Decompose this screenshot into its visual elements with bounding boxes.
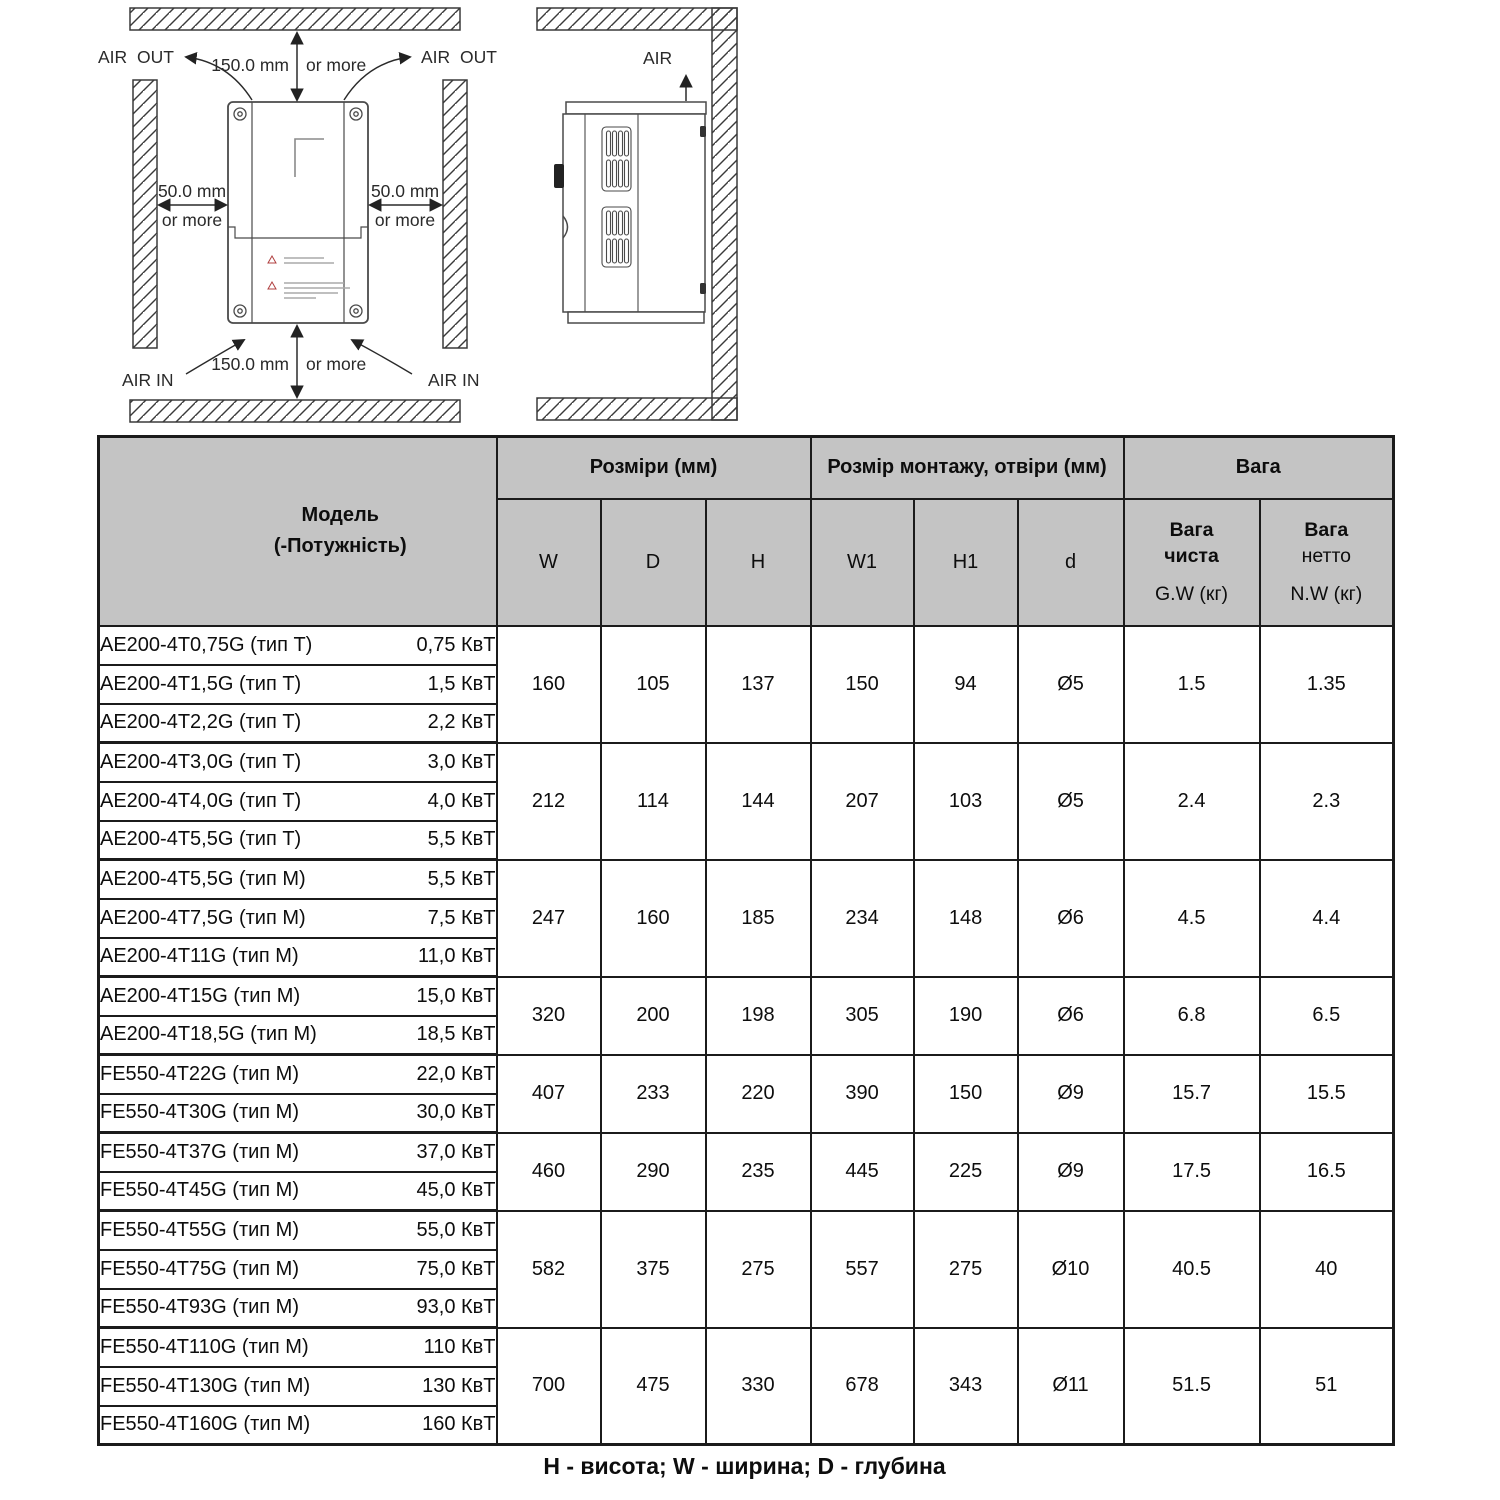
value-w1: 445 — [811, 1133, 914, 1211]
value-net-weight: 2.3 — [1260, 743, 1394, 860]
value-w: 407 — [497, 1055, 601, 1133]
value-hole-d: Ø10 — [1018, 1211, 1124, 1328]
value-hole-d: Ø9 — [1018, 1133, 1124, 1211]
table-row — [99, 1133, 1394, 1172]
value-net-weight: 6.5 — [1260, 977, 1394, 1055]
value-h1: 190 — [914, 977, 1018, 1055]
value-w1: 207 — [811, 743, 914, 860]
value-gross-weight: 4.5 — [1124, 860, 1260, 977]
value-gross-weight: 6.8 — [1124, 977, 1260, 1055]
model-cell — [99, 938, 497, 977]
value-w1: 390 — [811, 1055, 914, 1133]
model-name: AE200-4T3,0G (тип Т) — [100, 750, 302, 773]
value-w: 320 — [497, 977, 601, 1055]
value-gross-weight: 2.4 — [1124, 743, 1260, 860]
value-hole-d: Ø6 — [1018, 860, 1124, 977]
value-net-weight: 51 — [1260, 1328, 1394, 1445]
installation-clearance-diagram — [0, 0, 1500, 432]
model-power: 15,0 КвТ — [416, 984, 496, 1007]
model-power: 5,5 КвТ — [427, 828, 496, 851]
model-name: AE200-4T2,2G (тип Т) — [100, 711, 302, 734]
model-name: AE200-4T5,5G (тип М) — [100, 867, 306, 890]
model-cell — [99, 1172, 497, 1211]
model-name: AE200-4T5,5G (тип Т) — [100, 828, 302, 851]
top-clearance-label-2: or more — [306, 55, 367, 75]
model-cell — [99, 704, 497, 743]
model-name: AE200-4T18,5G (тип М) — [100, 1023, 317, 1046]
col-header-h1: H1 — [914, 499, 1018, 626]
table-row — [99, 1328, 1394, 1367]
col-group-dimensions: Розміри (мм) — [497, 437, 811, 499]
spec-table — [97, 435, 1395, 1446]
model-power: 130 КвТ — [422, 1374, 496, 1397]
model-name: FE550-4T55G (тип М) — [100, 1218, 299, 1241]
table-row — [99, 1211, 1394, 1250]
value-w1: 305 — [811, 977, 914, 1055]
model-power: 1,5 КвТ — [427, 672, 496, 695]
right-clearance-label: 50.0 mm — [370, 181, 440, 201]
model-name: FE550-4T75G (тип М) — [100, 1257, 299, 1280]
model-power: 93,0 КвТ — [416, 1296, 496, 1319]
model-cell — [99, 782, 497, 821]
value-h: 235 — [706, 1133, 811, 1211]
bottom-clearance-label: 150.0 mm — [211, 354, 289, 374]
model-cell — [99, 821, 497, 860]
model-power: 5,5 КвТ — [427, 867, 496, 890]
model-name: FE550-4T130G (тип М) — [100, 1374, 311, 1397]
value-h1: 275 — [914, 1211, 1018, 1328]
col-header-w1: W1 — [811, 499, 914, 626]
value-h: 198 — [706, 977, 811, 1055]
model-power: 3,0 КвТ — [427, 750, 496, 773]
value-h1: 103 — [914, 743, 1018, 860]
net-weight-line1: Вага — [1304, 518, 1349, 541]
value-h: 137 — [706, 626, 811, 743]
model-cell — [99, 1250, 497, 1289]
model-power: 30,0 КвТ — [416, 1101, 496, 1124]
net-weight-line2: нетто — [1301, 544, 1352, 567]
model-name: FE550-4T110G (тип М) — [100, 1335, 309, 1358]
value-d: 200 — [601, 977, 706, 1055]
model-name: FE550-4T30G (тип М) — [100, 1101, 299, 1124]
model-power: 11,0 КвТ — [418, 945, 496, 968]
value-h1: 225 — [914, 1133, 1018, 1211]
model-cell — [99, 860, 497, 899]
value-w: 700 — [497, 1328, 601, 1445]
value-net-weight: 1.35 — [1260, 626, 1394, 743]
table-row — [99, 860, 1394, 899]
model-name: FE550-4T160G (тип М) — [100, 1413, 311, 1436]
value-h1: 94 — [914, 626, 1018, 743]
spec-table-body — [99, 626, 1394, 1445]
value-h: 220 — [706, 1055, 811, 1133]
model-cell — [99, 1055, 497, 1094]
model-power: 45,0 КвТ — [416, 1179, 496, 1202]
model-cell — [99, 977, 497, 1016]
left-clearance-label-2: or more — [161, 210, 223, 230]
gross-weight-line1: Вага — [1169, 518, 1214, 541]
value-hole-d: Ø6 — [1018, 977, 1124, 1055]
table-row — [99, 626, 1394, 665]
model-power: 55,0 КвТ — [416, 1218, 496, 1241]
model-header-line2: (-Потужність) — [273, 535, 407, 558]
value-h1: 150 — [914, 1055, 1018, 1133]
model-name: FE550-4T22G (тип М) — [100, 1062, 299, 1085]
model-power: 22,0 КвТ — [416, 1062, 496, 1085]
table-row — [99, 1055, 1394, 1094]
value-h: 144 — [706, 743, 811, 860]
gross-weight-line3: G.W (кг) — [1155, 583, 1229, 606]
value-w: 247 — [497, 860, 601, 977]
value-w: 582 — [497, 1211, 601, 1328]
model-name: AE200-4T7,5G (тип М) — [100, 906, 306, 929]
value-w1: 557 — [811, 1211, 914, 1328]
model-cell — [99, 1289, 497, 1328]
value-w: 460 — [497, 1133, 601, 1211]
value-hole-d: Ø5 — [1018, 743, 1124, 860]
inverter-front-view — [228, 102, 368, 323]
model-cell — [99, 1133, 497, 1172]
value-d: 160 — [601, 860, 706, 977]
net-weight-line3: N.W (кг) — [1290, 583, 1363, 606]
model-cell — [99, 1406, 497, 1445]
gross-weight-line2: чиста — [1164, 544, 1219, 567]
model-cell — [99, 1328, 497, 1367]
model-power: 37,0 КвТ — [416, 1140, 496, 1163]
value-w: 212 — [497, 743, 601, 860]
model-cell — [99, 1367, 497, 1406]
value-net-weight: 40 — [1260, 1211, 1394, 1328]
value-hole-d: Ø9 — [1018, 1055, 1124, 1133]
model-power: 7,5 КвТ — [427, 906, 496, 929]
side-view-diagram — [537, 8, 737, 420]
table-row — [99, 743, 1394, 782]
model-cell — [99, 1211, 497, 1250]
value-w1: 234 — [811, 860, 914, 977]
model-power: 18,5 КвТ — [416, 1023, 496, 1046]
bottom-clearance-label-2: or more — [306, 354, 367, 374]
col-header-gross-weight — [1124, 499, 1260, 626]
model-name: AE200-4T0,75G (тип Т) — [100, 633, 313, 656]
value-hole-d: Ø11 — [1018, 1328, 1124, 1445]
legend-footnote: Н - висота; W - ширина; D - глубина — [543, 1453, 946, 1479]
inverter-side-view — [554, 102, 706, 323]
value-w1: 150 — [811, 626, 914, 743]
model-power: 0,75 КвТ — [416, 633, 496, 656]
value-d: 475 — [601, 1328, 706, 1445]
value-d: 290 — [601, 1133, 706, 1211]
value-w: 160 — [497, 626, 601, 743]
top-clearance-label: 150.0 mm — [211, 55, 289, 75]
model-name: FE550-4T93G (тип М) — [100, 1296, 299, 1319]
model-cell — [99, 743, 497, 782]
value-h: 330 — [706, 1328, 811, 1445]
model-name: FE550-4T37G (тип М) — [100, 1140, 299, 1163]
model-power: 4,0 КвТ — [427, 789, 496, 812]
value-net-weight: 16.5 — [1260, 1133, 1394, 1211]
value-w1: 678 — [811, 1328, 914, 1445]
table-row — [99, 977, 1394, 1016]
col-header-h: H — [706, 499, 811, 626]
value-h1: 343 — [914, 1328, 1018, 1445]
model-cell — [99, 899, 497, 938]
value-h: 185 — [706, 860, 811, 977]
col-header-d: D — [601, 499, 706, 626]
value-gross-weight: 51.5 — [1124, 1328, 1260, 1445]
value-h: 275 — [706, 1211, 811, 1328]
air-label: AIR — [643, 48, 673, 68]
value-gross-weight: 17.5 — [1124, 1133, 1260, 1211]
value-d: 233 — [601, 1055, 706, 1133]
model-name: AE200-4T11G (тип М) — [100, 945, 299, 968]
model-name: FE550-4T45G (тип М) — [100, 1179, 299, 1202]
air-in-left-label: AIR IN — [122, 370, 174, 390]
model-power: 75,0 КвТ — [416, 1257, 496, 1280]
model-cell — [99, 626, 497, 665]
value-hole-d: Ø5 — [1018, 626, 1124, 743]
value-d: 105 — [601, 626, 706, 743]
model-name: AE200-4T1,5G (тип Т) — [100, 672, 302, 695]
air-out-left-label: AIR OUT — [98, 47, 174, 67]
model-name: AE200-4T15G (тип М) — [100, 984, 301, 1007]
front-view-diagram — [98, 8, 497, 422]
col-header-model — [99, 437, 497, 626]
air-in-right-label: AIR IN — [428, 370, 480, 390]
left-clearance-label: 50.0 mm — [157, 181, 227, 201]
value-d: 114 — [601, 743, 706, 860]
col-header-w: W — [497, 499, 601, 626]
value-gross-weight: 40.5 — [1124, 1211, 1260, 1328]
value-net-weight: 4.4 — [1260, 860, 1394, 977]
value-gross-weight: 1.5 — [1124, 626, 1260, 743]
col-group-mounting: Розмір монтажу, отвіри (мм) — [811, 437, 1124, 499]
model-cell — [99, 665, 497, 704]
model-cell — [99, 1016, 497, 1055]
col-header-net-weight — [1260, 499, 1394, 626]
model-power: 160 КвТ — [422, 1413, 496, 1436]
value-d: 375 — [601, 1211, 706, 1328]
col-group-weight: Вага — [1124, 437, 1394, 499]
air-out-right-label: AIR OUT — [421, 47, 497, 67]
model-power: 110 КвТ — [423, 1335, 496, 1358]
col-header-hole-d: d — [1018, 499, 1124, 626]
value-h1: 148 — [914, 860, 1018, 977]
right-clearance-label-2: or more — [374, 210, 436, 230]
value-net-weight: 15.5 — [1260, 1055, 1394, 1133]
model-power: 2,2 КвТ — [427, 711, 496, 734]
value-gross-weight: 15.7 — [1124, 1055, 1260, 1133]
model-header-line1: Модель — [301, 504, 379, 527]
model-cell — [99, 1094, 497, 1133]
model-name: AE200-4T4,0G (тип Т) — [100, 789, 302, 812]
